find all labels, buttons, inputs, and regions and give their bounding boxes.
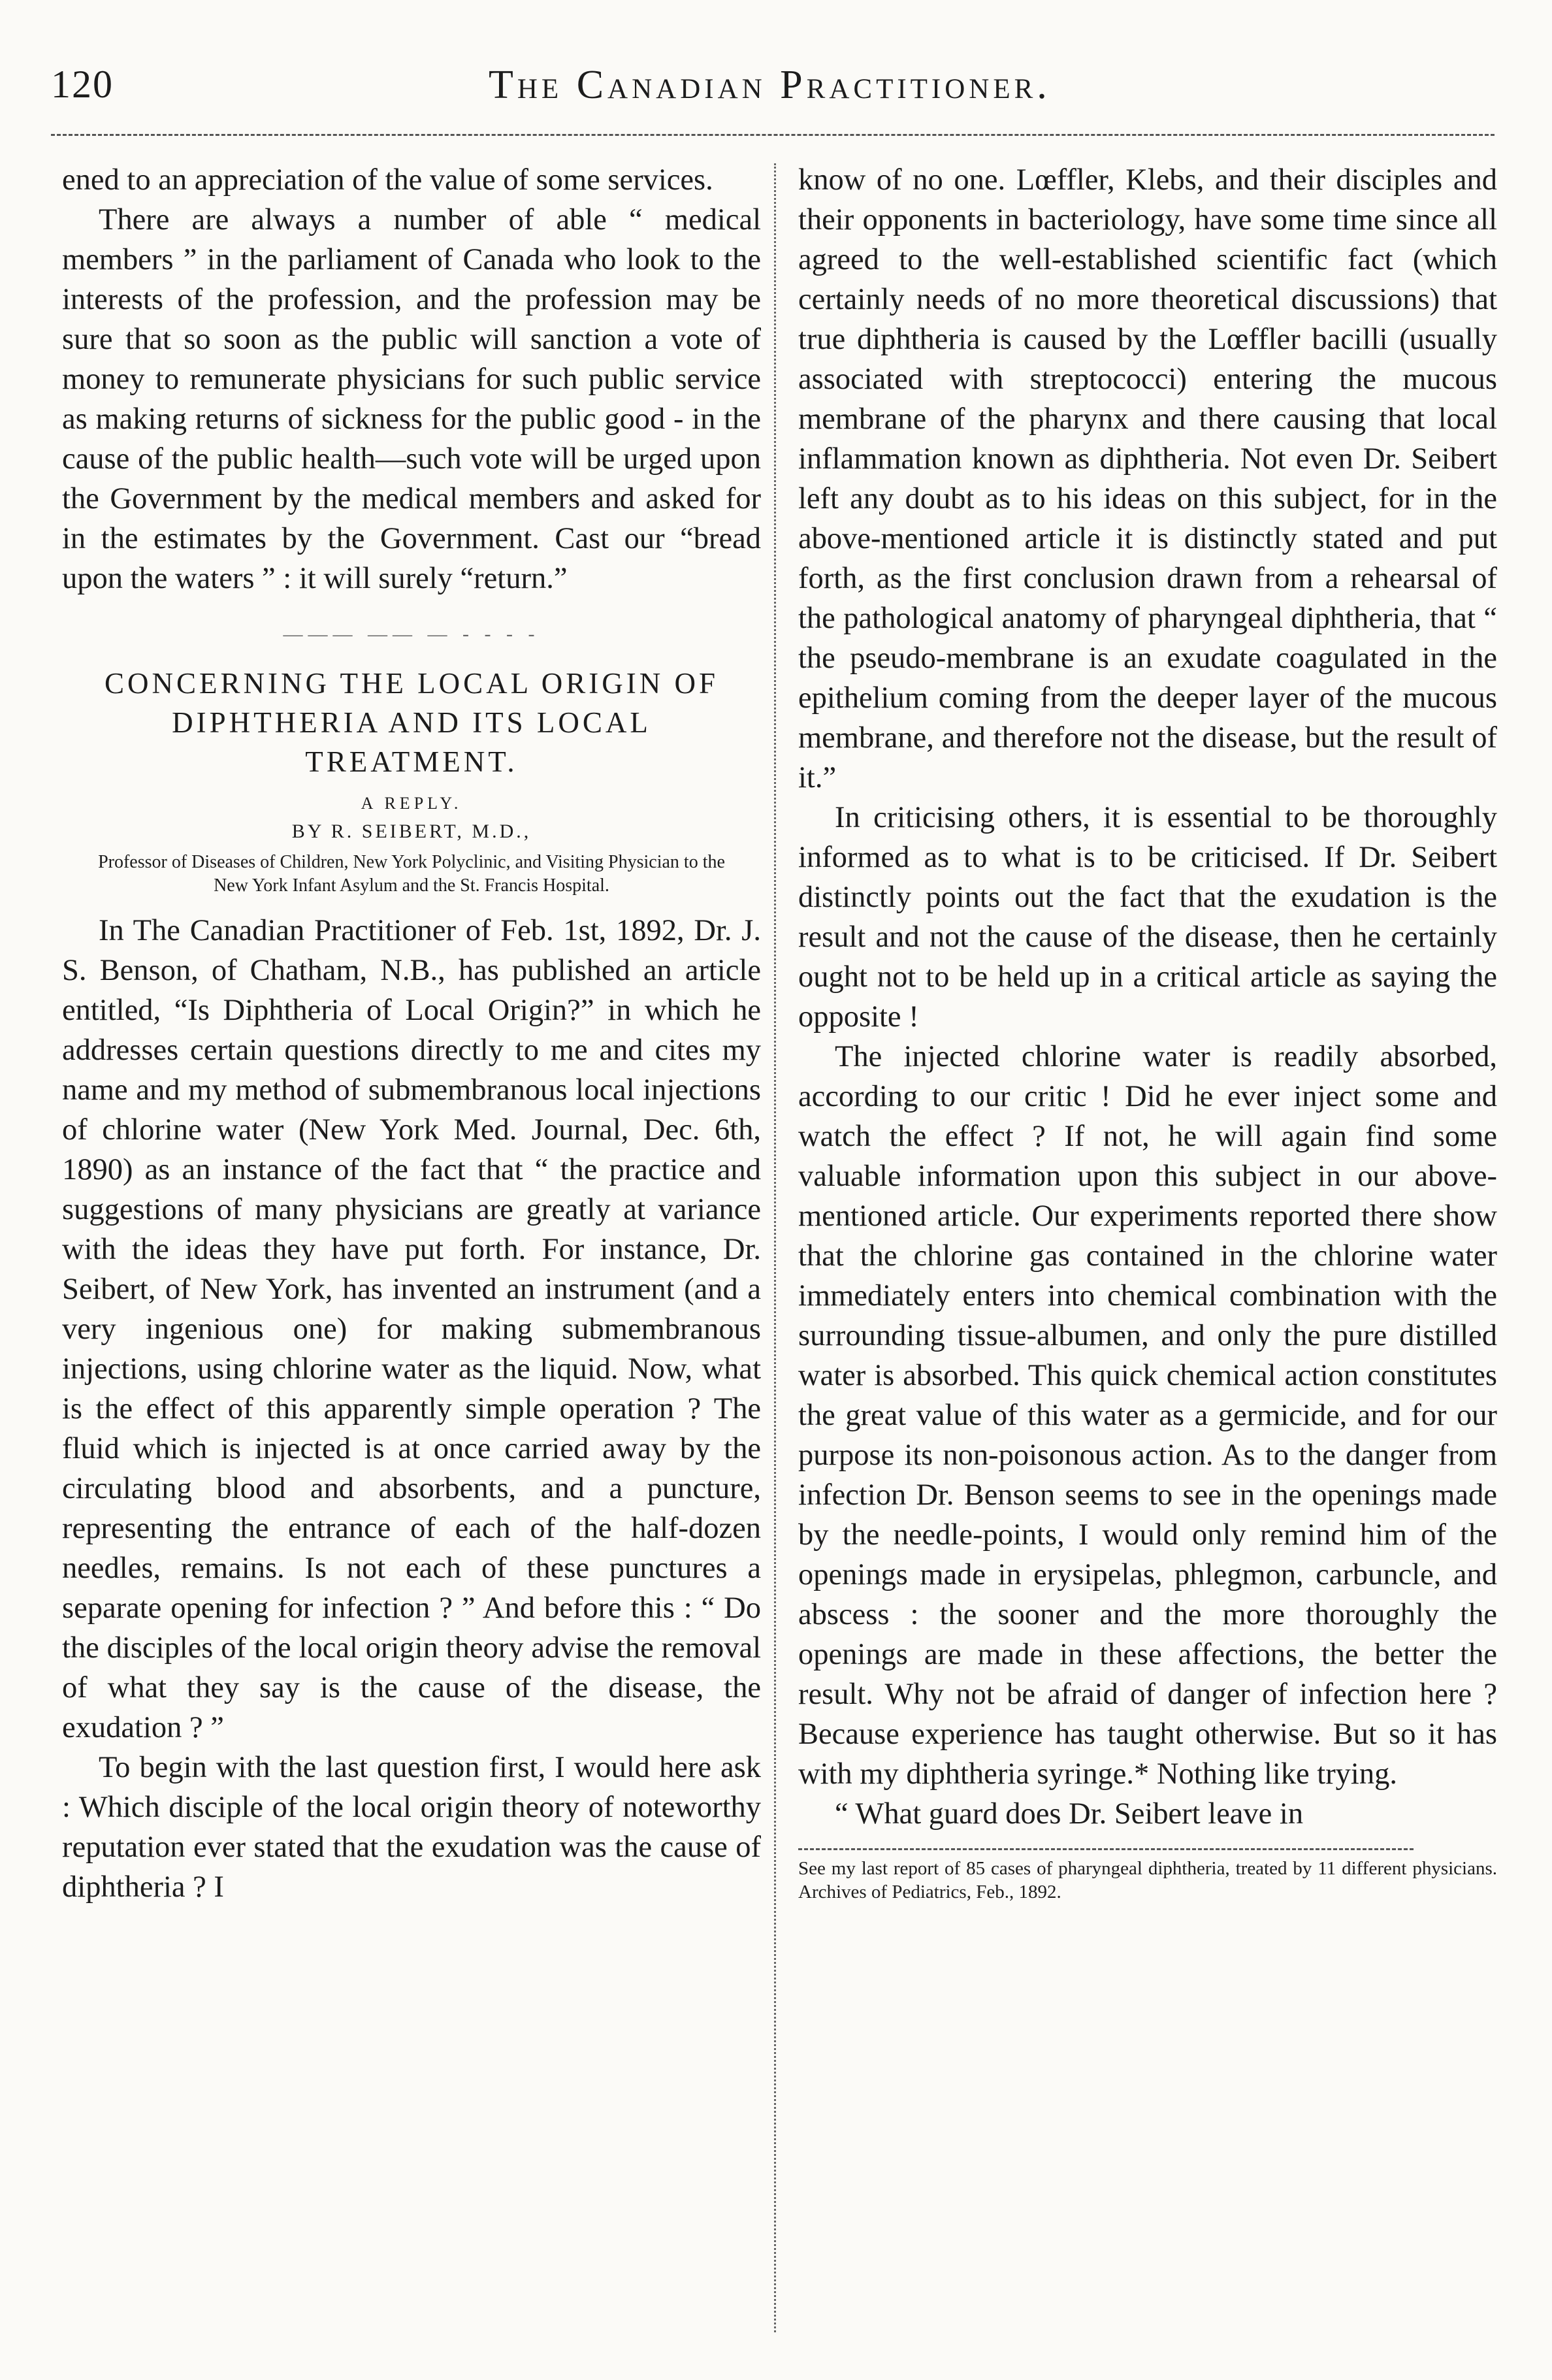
left-column (62, 160, 761, 2349)
author-affiliation: Professor of Diseases of Children, New York Polyclinic, and Visiting Physician to the New York Infant Asylum and the St. Francis Hospital. (98, 852, 725, 896)
right-column (798, 160, 1497, 2349)
footnote-rule (798, 1848, 1414, 1850)
reply-label: A REPLY. (361, 794, 462, 813)
page-number: 120 (51, 63, 114, 106)
paragraph: know of no one. Lœffler, Klebs, and their disciples and their opponents in bacteriology, have some time since all agreed to the well-established scientific fact (which certainly needs of no more theoretical discussions) that true diphtheria is caused by the Lœffler bacilli (usually associated with streptococci) entering the mucous membrane of the pharynx and there causing that local inflammation known as diphtheria. Not even Dr. Seibert left any doubt as to his ideas on this subject, for in the above-mentioned article it is distinctly stated and put forth, as the first conclusion drawn from a rehearsal of the pathological anatomy of pharyngeal diphtheria, that “ the pseudo-membrane is an exudate coagulated in the epithelium coming from the deeper layer of the mucous membrane, and therefore not the disease, but the result of it.” (798, 163, 1497, 794)
paragraph: In The Canadian Practitioner of Feb. 1st, 1892, Dr. J. S. Benson, of Chatham, N.B., has published an article entitled, “Is Diphtheria of Local Origin?” in which he addresses certain questions directly to me and cites my name and my method of submembranous local injections of chlorine water (New York Med. Journal, Dec. 6th, 1890) as an instance of the fact that “ the practice and suggestions of many physicians are greatly at variance with the ideas they have put forth. For instance, Dr. Seibert, of New York, has invented an instrument (and a very ingenious one) for making submembranous injections, using chlorine water as the liquid. Now, what is the effect of this apparently simple operation ? The fluid which is injected is at once carried away by the circulating blood and absorbents, and a puncture, representing the entrance of each of the half-dozen needles, remains. Is not each of these punctures a separate opening for infection ? ” And before this : “ Do the disciples of the local origin theory advise the removal of what they say is the cause of the disease, the exudation ? ” (62, 914, 761, 1744)
header-rule (51, 134, 1495, 136)
paragraph: “ What guard does Dr. Seibert leave in (835, 1797, 1304, 1831)
paragraph: In criticising others, it is essential to be thoroughly informed as to what is to be criticised. If Dr. Seibert distinctly points out the fact that the exudation is the result and not the cause of the disease, then he certainly ought not to be held up in a critical article as saying the opposite ! (798, 801, 1497, 1034)
column-divider (774, 163, 776, 2332)
section-separator: ——— —— — - - - - (283, 623, 540, 645)
running-title: The Canadian Practitioner. (489, 63, 1051, 107)
article-title: CONCERNING THE LOCAL ORIGIN OF DIPHTHERIA AND ITS LOCAL TREATMENT. (105, 667, 719, 778)
paragraph: To begin with the last question first, I would here ask : Which disciple of the local origin theory of noteworthy reputation ever stated that the exudation was the cause of diphtheria ? I (62, 1751, 761, 1904)
page-header (51, 62, 1455, 114)
paragraph: ened to an appreciation of the value of some services. (62, 163, 713, 197)
paragraph: There are always a number of able “ medical members ” in the parliament of Canada who look to the interests of the profession, and the profession may be sure that so soon as the public will sanction a vote of money to remunerate physicians for such public service as making returns of sickness for the public good - in the cause of the public health—such vote will be urged upon the Government by the medical members and asked for in the estimates by the Government. Cast our “bread upon the waters ” : it will surely “return.” (62, 203, 761, 595)
author-byline: BY R. SEIBERT, M.D., (291, 821, 532, 842)
paragraph: The injected chlorine water is readily absorbed, according to our critic ! Did he ever inject some and watch the effect ? If not, he will again find some valuable information upon this subject in our above-mentioned article. Our experiments reported there show that the chlorine gas contained in the chlorine water immediately enters into chemical combination with the surrounding tissue-albumen, and only the pure distilled water is absorbed. This quick chemical action constitutes the great value of this water as a germicide, and for our purpose its non-poisonous action. As to the danger from infection Dr. Benson seems to see in the openings made by the needle-points, I would only remind him of the openings made in erysipelas, phlegmon, carbuncle, and abscess : the sooner and the more thoroughly the openings are made in these affections, the better the result. Why not be afraid of danger of infection here ? Because experience has taught otherwise. But so it has with my diphtheria syringe.* Nothing like trying. (798, 1040, 1497, 1791)
footnote: See my last report of 85 cases of pharyngeal diphtheria, treated by 11 different physicians. Archives of Pediatrics, Feb., 1892. (798, 1858, 1497, 1902)
